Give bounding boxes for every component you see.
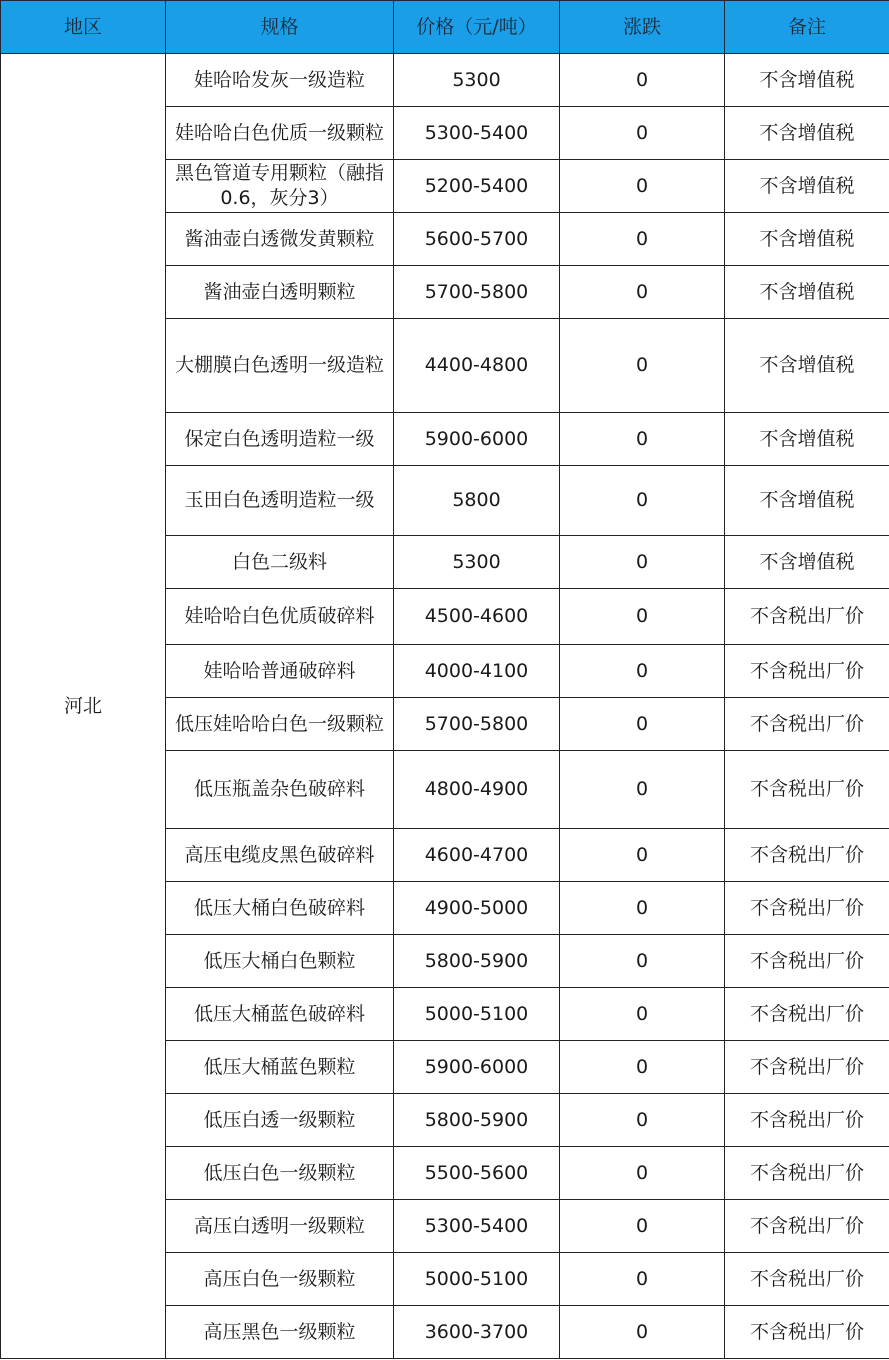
- spec-cell: 高压电缆皮黑色破碎料: [166, 829, 394, 882]
- header-note: 备注: [725, 1, 889, 54]
- price-cell: 5600-5700: [394, 213, 560, 266]
- spec-cell: 大棚膜白色透明一级造粒: [166, 319, 394, 413]
- spec-cell: 玉田白色透明造粒一级: [166, 466, 394, 536]
- spec-cell: 低压白透一级颗粒: [166, 1094, 394, 1147]
- spec-cell: 低压大桶白色破碎料: [166, 882, 394, 935]
- price-cell: 5300-5400: [394, 107, 560, 160]
- note-cell: 不含税出厂价: [725, 698, 889, 751]
- spec-cell: 娃哈哈普通破碎料: [166, 645, 394, 698]
- note-cell: 不含增值税: [725, 413, 889, 466]
- price-cell: 5900-6000: [394, 413, 560, 466]
- price-cell: 4900-5000: [394, 882, 560, 935]
- spec-cell: 酱油壶白透明颗粒: [166, 266, 394, 319]
- header-row: [1, 1, 889, 54]
- note-cell: 不含税出厂价: [725, 1200, 889, 1253]
- spec-cell: 酱油壶白透微发黄颗粒: [166, 213, 394, 266]
- price-cell: 5800: [394, 466, 560, 536]
- note-cell: 不含税出厂价: [725, 1094, 889, 1147]
- spec-cell: 娃哈哈发灰一级造粒: [166, 54, 394, 107]
- spec-cell: 低压瓶盖杂色破碎料: [166, 751, 394, 829]
- change-cell: 0: [560, 935, 725, 988]
- price-cell: 5300: [394, 536, 560, 589]
- change-cell: 0: [560, 589, 725, 645]
- spec-cell: 高压白色一级颗粒: [166, 1253, 394, 1306]
- change-cell: 0: [560, 829, 725, 882]
- change-cell: 0: [560, 751, 725, 829]
- note-cell: 不含增值税: [725, 536, 889, 589]
- change-cell: 0: [560, 1094, 725, 1147]
- change-cell: 0: [560, 1200, 725, 1253]
- note-cell: 不含税出厂价: [725, 751, 889, 829]
- spec-cell: 低压大桶白色颗粒: [166, 935, 394, 988]
- change-cell: 0: [560, 1041, 725, 1094]
- price-cell: 5300: [394, 54, 560, 107]
- note-cell: 不含增值税: [725, 54, 889, 107]
- table-body: [1, 54, 889, 1359]
- note-cell: 不含税出厂价: [725, 645, 889, 698]
- note-cell: 不含增值税: [725, 213, 889, 266]
- header-change: 涨跌: [560, 1, 725, 54]
- change-cell: 0: [560, 882, 725, 935]
- price-cell: 5800-5900: [394, 935, 560, 988]
- note-cell: 不含税出厂价: [725, 1147, 889, 1200]
- note-cell: 不含增值税: [725, 466, 889, 536]
- spec-cell: 白色二级料: [166, 536, 394, 589]
- spec-cell: 低压大桶蓝色颗粒: [166, 1041, 394, 1094]
- header-price: 价格（元/吨）: [394, 1, 560, 54]
- change-cell: 0: [560, 466, 725, 536]
- price-cell: 5900-6000: [394, 1041, 560, 1094]
- price-cell: 5200-5400: [394, 160, 560, 213]
- note-cell: 不含税出厂价: [725, 988, 889, 1041]
- price-cell: 4600-4700: [394, 829, 560, 882]
- price-cell: 5300-5400: [394, 1200, 560, 1253]
- spec-cell: 娃哈哈白色优质一级颗粒: [166, 107, 394, 160]
- header-region: 地区: [1, 1, 166, 54]
- change-cell: 0: [560, 1253, 725, 1306]
- price-cell: 4000-4100: [394, 645, 560, 698]
- price-cell: 4500-4600: [394, 589, 560, 645]
- note-cell: 不含税出厂价: [725, 589, 889, 645]
- change-cell: 0: [560, 536, 725, 589]
- note-cell: 不含增值税: [725, 319, 889, 413]
- note-cell: 不含增值税: [725, 266, 889, 319]
- spec-cell: 高压黑色一级颗粒: [166, 1306, 394, 1359]
- note-cell: 不含税出厂价: [725, 882, 889, 935]
- change-cell: 0: [560, 319, 725, 413]
- change-cell: 0: [560, 988, 725, 1041]
- change-cell: 0: [560, 413, 725, 466]
- spec-cell: 低压大桶蓝色破碎料: [166, 988, 394, 1041]
- spec-cell: 保定白色透明造粒一级: [166, 413, 394, 466]
- note-cell: 不含增值税: [725, 160, 889, 213]
- price-cell: 4400-4800: [394, 319, 560, 413]
- price-cell: 5500-5600: [394, 1147, 560, 1200]
- note-cell: 不含税出厂价: [725, 1041, 889, 1094]
- price-cell: 3600-3700: [394, 1306, 560, 1359]
- change-cell: 0: [560, 54, 725, 107]
- header-spec: 规格: [166, 1, 394, 54]
- price-cell: 5000-5100: [394, 1253, 560, 1306]
- spec-cell: 高压白透明一级颗粒: [166, 1200, 394, 1253]
- spec-cell: 娃哈哈白色优质破碎料: [166, 589, 394, 645]
- price-cell: 5700-5800: [394, 698, 560, 751]
- change-cell: 0: [560, 160, 725, 213]
- note-cell: 不含增值税: [725, 107, 889, 160]
- change-cell: 0: [560, 645, 725, 698]
- change-cell: 0: [560, 107, 725, 160]
- change-cell: 0: [560, 1147, 725, 1200]
- note-cell: 不含税出厂价: [725, 829, 889, 882]
- price-cell: 5000-5100: [394, 988, 560, 1041]
- note-cell: 不含税出厂价: [725, 935, 889, 988]
- note-cell: 不含税出厂价: [725, 1253, 889, 1306]
- table-row: [1, 54, 889, 107]
- spec-cell: 低压白色一级颗粒: [166, 1147, 394, 1200]
- price-cell: 4800-4900: [394, 751, 560, 829]
- note-cell: 不含税出厂价: [725, 1306, 889, 1359]
- price-cell: 5700-5800: [394, 266, 560, 319]
- price-cell: 5800-5900: [394, 1094, 560, 1147]
- region-cell: 河北: [1, 54, 166, 1359]
- change-cell: 0: [560, 213, 725, 266]
- spec-cell: 黑色管道专用颗粒（融指0.6，灰分3）: [166, 160, 394, 213]
- change-cell: 0: [560, 1306, 725, 1359]
- change-cell: 0: [560, 698, 725, 751]
- change-cell: 0: [560, 266, 725, 319]
- spec-cell: 低压娃哈哈白色一级颗粒: [166, 698, 394, 751]
